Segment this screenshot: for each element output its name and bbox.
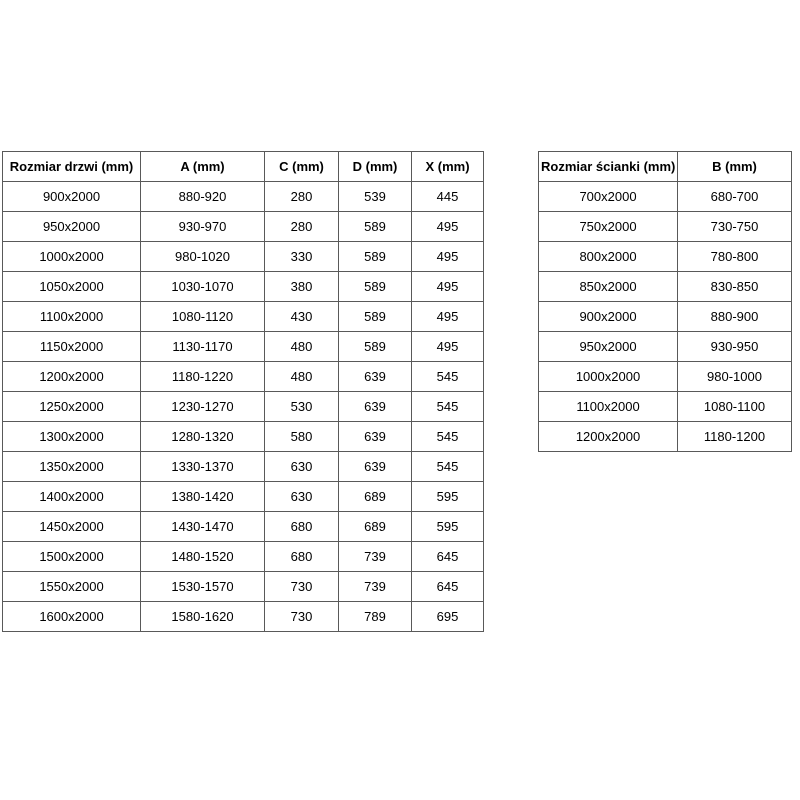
table-cell: 639 — [339, 392, 412, 422]
table-cell: 1550x2000 — [3, 572, 141, 602]
door-table-header — [3, 152, 484, 182]
table-row — [3, 452, 484, 482]
header-row — [539, 152, 792, 182]
table-row — [539, 392, 792, 422]
table-cell: 480 — [265, 362, 339, 392]
dimension-c-column-header: C (mm) — [265, 152, 339, 182]
table-cell: 1230-1270 — [141, 392, 265, 422]
table-cell: 589 — [339, 242, 412, 272]
table-cell: 700x2000 — [539, 182, 678, 212]
table-cell: 739 — [339, 572, 412, 602]
table-cell: 950x2000 — [539, 332, 678, 362]
door-dimensions-table — [2, 151, 484, 632]
panel-table-body — [539, 182, 792, 452]
table-row — [539, 302, 792, 332]
table-cell: 680 — [265, 542, 339, 572]
table-row — [539, 182, 792, 212]
table-cell: 545 — [412, 392, 484, 422]
table-cell: 1180-1220 — [141, 362, 265, 392]
table-cell: 789 — [339, 602, 412, 632]
table-cell: 380 — [265, 272, 339, 302]
table-cell: 950x2000 — [3, 212, 141, 242]
table-row — [3, 602, 484, 632]
table-cell: 545 — [412, 422, 484, 452]
table-row — [3, 512, 484, 542]
table-row — [3, 242, 484, 272]
table-cell: 750x2000 — [539, 212, 678, 242]
table-row — [3, 302, 484, 332]
panel-size-column-header: Rozmiar ścianki (mm) — [539, 152, 678, 182]
table-cell: 630 — [265, 482, 339, 512]
table-cell: 1430-1470 — [141, 512, 265, 542]
table-cell: 1080-1120 — [141, 302, 265, 332]
door-table-body — [3, 182, 484, 632]
table-cell: 480 — [265, 332, 339, 362]
table-cell: 730 — [265, 572, 339, 602]
table-cell: 1250x2000 — [3, 392, 141, 422]
table-cell: 495 — [412, 242, 484, 272]
wall-panel-dimensions-table — [538, 151, 792, 452]
table-cell: 689 — [339, 512, 412, 542]
table-cell: 589 — [339, 332, 412, 362]
table-cell: 530 — [265, 392, 339, 422]
table-cell: 645 — [412, 572, 484, 602]
table-cell: 1200x2000 — [3, 362, 141, 392]
table-cell: 830-850 — [678, 272, 792, 302]
table-row — [3, 482, 484, 512]
table-cell: 880-920 — [141, 182, 265, 212]
table-cell: 545 — [412, 362, 484, 392]
table-cell: 1030-1070 — [141, 272, 265, 302]
table-row — [3, 542, 484, 572]
table-cell: 495 — [412, 332, 484, 362]
table-cell: 539 — [339, 182, 412, 212]
table-cell: 589 — [339, 302, 412, 332]
table-cell: 900x2000 — [539, 302, 678, 332]
table-cell: 1580-1620 — [141, 602, 265, 632]
table-row — [539, 272, 792, 302]
door-size-column-header: Rozmiar drzwi (mm) — [3, 152, 141, 182]
table-row — [3, 332, 484, 362]
table-cell: 1480-1520 — [141, 542, 265, 572]
table-cell: 780-800 — [678, 242, 792, 272]
table-cell: 495 — [412, 212, 484, 242]
table-cell: 595 — [412, 482, 484, 512]
table-cell: 545 — [412, 452, 484, 482]
dimension-a-column-header: A (mm) — [141, 152, 265, 182]
table-cell: 1600x2000 — [3, 602, 141, 632]
table-cell: 589 — [339, 212, 412, 242]
dimension-b-column-header: B (mm) — [678, 152, 792, 182]
table-cell: 1150x2000 — [3, 332, 141, 362]
table-cell: 1350x2000 — [3, 452, 141, 482]
table-cell: 330 — [265, 242, 339, 272]
table-row — [3, 272, 484, 302]
table-cell: 1050x2000 — [3, 272, 141, 302]
table-cell: 1500x2000 — [3, 542, 141, 572]
table-row — [3, 572, 484, 602]
table-row — [3, 422, 484, 452]
table-cell: 645 — [412, 542, 484, 572]
table-cell: 639 — [339, 452, 412, 482]
table-cell: 1330-1370 — [141, 452, 265, 482]
table-row — [3, 212, 484, 242]
table-cell: 980-1000 — [678, 362, 792, 392]
table-cell: 1000x2000 — [3, 242, 141, 272]
table-cell: 695 — [412, 602, 484, 632]
dimension-d-column-header: D (mm) — [339, 152, 412, 182]
table-cell: 1180-1200 — [678, 422, 792, 452]
table-cell: 680 — [265, 512, 339, 542]
table-cell: 580 — [265, 422, 339, 452]
table-cell: 1130-1170 — [141, 332, 265, 362]
table-cell: 930-950 — [678, 332, 792, 362]
table-cell: 1400x2000 — [3, 482, 141, 512]
header-row — [3, 152, 484, 182]
table-cell: 1080-1100 — [678, 392, 792, 422]
table-cell: 280 — [265, 182, 339, 212]
table-cell: 595 — [412, 512, 484, 542]
table-cell: 430 — [265, 302, 339, 332]
table-cell: 445 — [412, 182, 484, 212]
table-cell: 280 — [265, 212, 339, 242]
table-cell: 630 — [265, 452, 339, 482]
table-cell: 589 — [339, 272, 412, 302]
table-row — [3, 392, 484, 422]
table-cell: 880-900 — [678, 302, 792, 332]
table-row — [539, 332, 792, 362]
table-row — [3, 182, 484, 212]
table-cell: 689 — [339, 482, 412, 512]
table-cell: 730 — [265, 602, 339, 632]
panel-table-header — [539, 152, 792, 182]
table-cell: 639 — [339, 362, 412, 392]
table-row — [539, 422, 792, 452]
table-cell: 1530-1570 — [141, 572, 265, 602]
table-cell: 739 — [339, 542, 412, 572]
table-cell: 900x2000 — [3, 182, 141, 212]
dimension-x-column-header: X (mm) — [412, 152, 484, 182]
table-cell: 800x2000 — [539, 242, 678, 272]
table-cell: 1380-1420 — [141, 482, 265, 512]
table-cell: 495 — [412, 302, 484, 332]
table-row — [539, 242, 792, 272]
table-cell: 1200x2000 — [539, 422, 678, 452]
table-cell: 1300x2000 — [3, 422, 141, 452]
table-cell: 980-1020 — [141, 242, 265, 272]
table-cell: 639 — [339, 422, 412, 452]
table-cell: 1450x2000 — [3, 512, 141, 542]
table-cell: 495 — [412, 272, 484, 302]
table-cell: 730-750 — [678, 212, 792, 242]
table-cell: 930-970 — [141, 212, 265, 242]
table-cell: 1280-1320 — [141, 422, 265, 452]
table-cell: 1100x2000 — [3, 302, 141, 332]
table-cell: 680-700 — [678, 182, 792, 212]
table-cell: 1000x2000 — [539, 362, 678, 392]
table-cell: 850x2000 — [539, 272, 678, 302]
table-row — [539, 362, 792, 392]
table-row — [539, 212, 792, 242]
table-cell: 1100x2000 — [539, 392, 678, 422]
table-row — [3, 362, 484, 392]
